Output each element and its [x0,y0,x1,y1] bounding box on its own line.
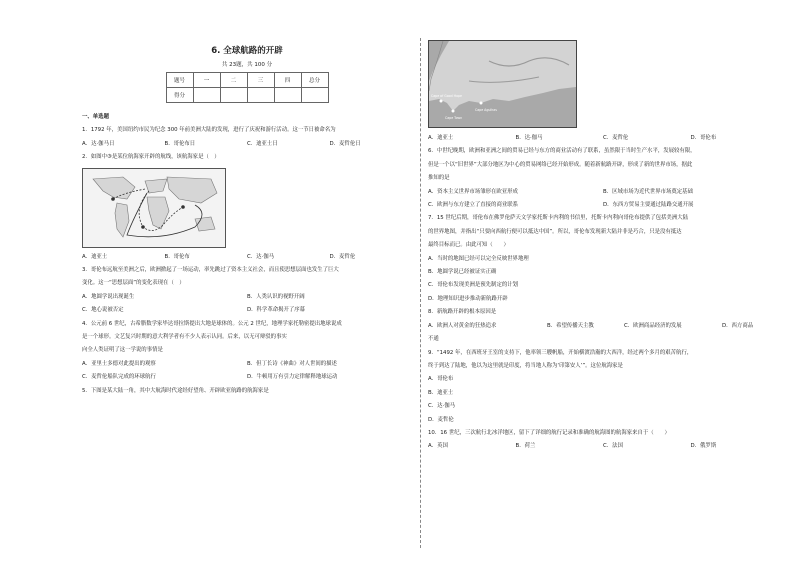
question-2-option-b[interactable]: B．哥伦布 [164,253,190,260]
question-8-option-a[interactable]: A．欧洲人对黄金的狂热追求 [428,322,497,329]
question-9-stem-line: 9．“1492 年，在西班牙王室的支持下，他率领三艘帆船，开始横渡浩瀚的大西洋，经过两个多月的艰苦航行， [428,349,693,356]
score-cell [247,88,274,103]
score-cell [301,88,328,103]
question-8-options [428,320,778,333]
question-4-option-a[interactable]: A．亚里士多德对此提出的观察 [82,360,156,367]
map-label-cape-agulhas: Cape Agulhas [475,108,497,112]
question-8-option-c[interactable]: C．欧洲商品经济的发展 [624,322,682,329]
question-2-stem: 2．如图中③是某位航海家开辟的航线，该航海家是（ ） [82,154,220,161]
score-table-score-row [166,88,328,103]
question-9-option-b[interactable]: B．迪亚士 [428,389,454,396]
score-cell: 得分 [166,88,193,103]
question-10-option-b[interactable]: B．荷兰 [515,443,536,450]
question-6-stem-line: 推知的是 [428,175,450,182]
question-10-option-c[interactable]: C．法国 [603,443,623,450]
question-10-option-d[interactable]: D．俄罗斯 [690,443,717,450]
map-label-cape-of-good-hope: Cape of Good Hope [431,94,463,98]
question-1-stem: 1．1792 年，美国纽约市民为纪念 300 年前美洲大陆的发现，进行了庆祝和游行活动。这一节日被命名为 [82,127,336,134]
question-1-option-a[interactable]: A．达·伽马日 [82,140,115,147]
question-5-option-a[interactable]: A．迪亚士 [428,135,454,141]
question-4-option-b[interactable]: B．但丁长诗《神曲》对人世间的描述 [247,360,337,367]
question-3-option-a[interactable]: A．地圆学说出现诞生 [82,293,135,300]
question-8-stem: 8．新航路开辟的根本原因是 [428,309,497,316]
cape-map-image [429,41,576,127]
question-1-option-b[interactable]: B．哥伦布日 [164,140,196,147]
question-4-stem-line: 4．公元前 6 世纪，古希腊数学家毕达哥拉斯提出大地是球体的。公元 2 世纪，地理学家托勒密提出地球说成 [82,320,342,327]
world-route-map [82,168,226,248]
question-6-option-d[interactable]: D．东西方贸易主要通过陆路交通开展 [603,202,694,209]
question-2-option-a[interactable]: A．迪亚士 [82,253,108,260]
question-3-option-d[interactable]: D．科学革命揭开了序幕 [247,307,306,314]
question-3-options [82,304,412,317]
question-2-option-d[interactable]: D．麦哲伦 [329,253,356,260]
question-4-options [82,358,412,371]
score-cell [193,88,220,103]
score-cell: 四 [274,73,301,88]
right-column [428,40,778,454]
question-7-stem-line: 最终目标而已。由此可知（ ） [428,242,509,249]
score-cell [220,88,247,103]
score-table-header-row [166,73,328,88]
question-7-stem-line: 7．15 世纪后期，哥伦布在佛罗伦萨天文学家托斯卡内利的书信里，托斯卡内利向哥伦布提供了包括美洲大陆 [428,215,688,222]
question-9-stem-line: 终于到达了陆地，他以为这里就是印度，将当地人称为‘印第安人’”。这位航海家是 [428,362,623,369]
question-6-option-b[interactable]: B．区域市场为近代世界市场奠定基础 [603,188,693,195]
world-route-map-image [83,169,225,247]
question-1-option-d[interactable]: D．麦哲伦日 [329,140,361,147]
question-5-option-d[interactable]: D．哥伦布 [690,135,717,141]
question-4-options [82,371,412,384]
question-6-options [428,199,778,212]
question-3-options [82,291,412,304]
question-3-stem-line: 变化。这一“思想层面”的变化表现在（ ） [82,280,185,287]
question-8-option-d[interactable]: D．西方商品 [722,322,754,329]
question-6-options [428,186,778,199]
score-cell: 总分 [301,73,328,88]
question-10-stem: 10．16 世纪，三次航行北冰洋地区，留下了详细的航行记录和准确的航海图的航海家来自于（ ） [428,429,670,436]
question-5-stem: 5．下图是某大陆一角，其中大航海时代途经好望角、开辟欧亚航路的航海家是 [82,387,269,394]
score-cell: 一 [193,73,220,88]
question-9-option-a[interactable]: A．哥伦布 [428,376,454,383]
section-heading: 一、单选题 [82,114,109,120]
page-subtitle: 共 23题，共 100 分 [221,62,273,68]
score-cell: 二 [220,73,247,88]
question-7-stem-line: 的世界地图，并指出“只要向西航行便可以抵达中国”。所以，哥伦布发现新大陆并非是巧合，只是没有抵达 [428,228,682,235]
question-6-stem-line: 6．中世纪晚期，欧洲和亚洲之间的贸易已经与东方的商业活动有了联系，虽然限于当时生产水平，发展较有限， [428,148,696,155]
question-10-options [428,440,778,453]
question-4-option-c[interactable]: C．麦哲伦船队完成的环球航行 [82,374,156,381]
score-cell: 题号 [166,73,193,88]
question-6-option-a[interactable]: A．资本主义世界市场雏形在欧亚形成 [428,188,518,195]
question-1-option-c[interactable]: C．迪亚士日 [247,140,278,147]
question-3-option-c[interactable]: C．地心说被否定 [82,307,124,314]
score-cell [274,88,301,103]
question-7-option-a[interactable]: A．当时的地图已经可以完全反映世界地理 [428,255,529,262]
question-9-option-d[interactable]: D．麦哲伦 [428,416,454,423]
question-5-option-b[interactable]: B．达·伽马 [515,135,543,141]
question-2-option-c[interactable]: C．达·伽马 [247,253,275,260]
score-table [166,72,329,103]
question-2-options [82,251,412,264]
question-6-stem-line: 但是一个以“旧世界”大部分地区为中心的贸易网络已经开始形成。随着新航路开辟，形成了新的世界市场，据此 [428,161,693,168]
page-title: 6. 全球航路的开辟 [211,46,283,56]
map-label-cape-town: Cape Town [445,116,463,120]
question-10-option-a[interactable]: A．英国 [428,443,448,450]
question-4-option-d[interactable]: D．牛顿用万有引力定律解释地球运动 [247,374,338,381]
question-7-option-c[interactable]: C．哥伦布发现美洲是预先制定的计划 [428,282,519,289]
left-column [82,44,412,398]
question-4-stem-line: 是一个球形。文艺复兴时期的意大利学者有不少人表示认同。后来，以无可辩驳的事实 [82,334,287,341]
column-divider [420,38,421,548]
score-cell: 三 [247,73,274,88]
question-4-stem-line: 向全人类证明了这一学说的事情是 [82,347,163,354]
question-9-option-c[interactable]: C．达·伽马 [428,403,456,410]
question-8-option-b[interactable]: B．希望传播天主教 [547,322,594,329]
question-8-option-d-continued: 不通 [428,336,439,343]
question-5-options [428,132,778,145]
question-3-option-b[interactable]: B．人类认识的视野开阔 [247,293,305,300]
question-5-option-c[interactable]: C．麦哲伦 [603,135,629,141]
cape-map [428,40,577,128]
question-7-option-b[interactable]: B．地圆学说已经被证实正确 [428,269,497,276]
question-3-stem-line: 3．哥伦布远航至美洲之后，欧洲掀起了一场运动，率先跳过了资本主义社会，而且使思想层面也发生了巨大 [82,267,339,274]
question-6-option-c[interactable]: C．欧洲与东方建立了直接的商业联系 [428,202,519,209]
question-7-option-d[interactable]: D．地理知识进步推动新航路开辟 [428,295,508,302]
question-1-options [82,138,412,151]
